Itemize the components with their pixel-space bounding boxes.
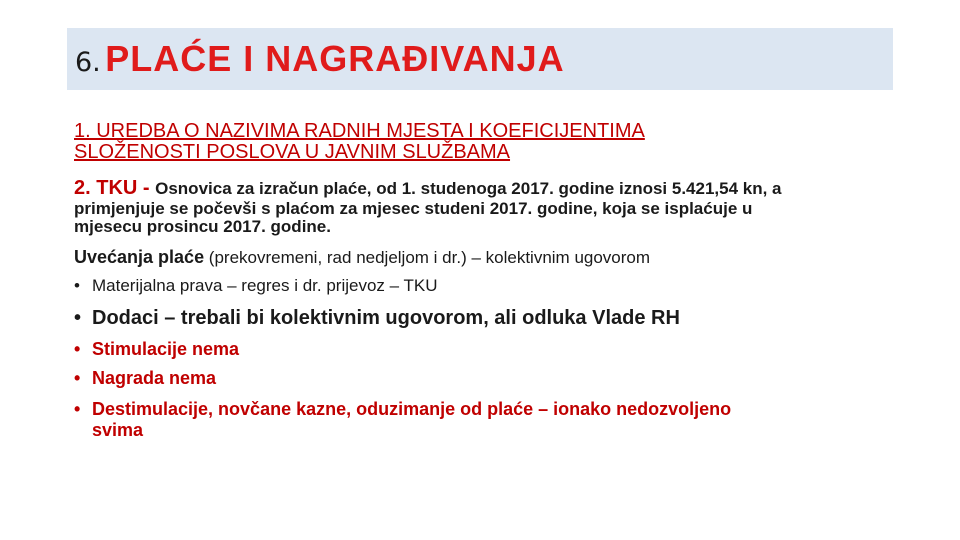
uvecanja-rest: (prekovremeni, rad nedjeljom i dr.) – kolektivnim ugovorom: [204, 248, 651, 267]
bullet-destimulacije-text: Destimulacije, novčane kazne, oduzimanje od plaće – ionako nedozvoljeno: [92, 399, 732, 419]
title-bar: [67, 28, 893, 90]
bullet-nagrada: [74, 369, 216, 387]
bullet-destimulacije-cont: svima: [92, 420, 144, 440]
bullet-stimulacije: [74, 340, 239, 358]
item1-line2: [74, 142, 510, 162]
bullet-dodaci: [74, 308, 680, 328]
item1-line2-text: SLOŽENOSTI POSLOVA U JAVNIM SLUŽBAMA: [74, 141, 511, 163]
bullet-materijalna: [74, 277, 438, 294]
item1-line1-text: 1. UREDBA O NAZIVIMA RADNIH MJESTA I KOEFICIJENTIMA: [74, 120, 645, 142]
item1-line1: [74, 121, 645, 141]
page-title: [75, 38, 565, 80]
item2-line2: primjenjuje se počevši s plaćom za mjesec studeni 2017. godine, koja se isplaćuje u: [74, 199, 753, 218]
item2-line3: mjesecu prosincu 2017. godine.: [74, 217, 331, 236]
bullet-dodaci-text: Dodaci – trebali bi kolektivnim ugovorom, ali odluka Vlade RH: [92, 307, 680, 329]
bullet-materijalna-text: Materijalna prava – regres i dr. prijevoz – TKU: [92, 276, 438, 295]
bullet-destimulacije: [74, 400, 731, 418]
item2-line1: [74, 178, 782, 198]
bullet-dot: •: [74, 339, 81, 359]
bullet-dot: •: [74, 399, 81, 419]
title-text: PLAĆE I NAGRAĐIVANJA: [105, 38, 565, 79]
bullet-dot: •: [74, 307, 82, 329]
item2-label: 2. TKU -: [74, 177, 156, 199]
uvecanja-line: [74, 248, 650, 267]
title-number: 6.: [75, 47, 101, 78]
bullet-dot: •: [74, 368, 81, 388]
bullet-stimulacije-text: Stimulacije nema: [92, 339, 240, 359]
uvecanja-label: Uvećanja plaće: [74, 247, 205, 267]
item2-line1-text: Osnovica za izračun plaće, od 1. studenoga 2017. godine iznosi 5.421,54 kn, a: [155, 179, 782, 198]
bullet-dot: •: [74, 276, 80, 295]
bullet-nagrada-text: Nagrada nema: [92, 368, 217, 388]
